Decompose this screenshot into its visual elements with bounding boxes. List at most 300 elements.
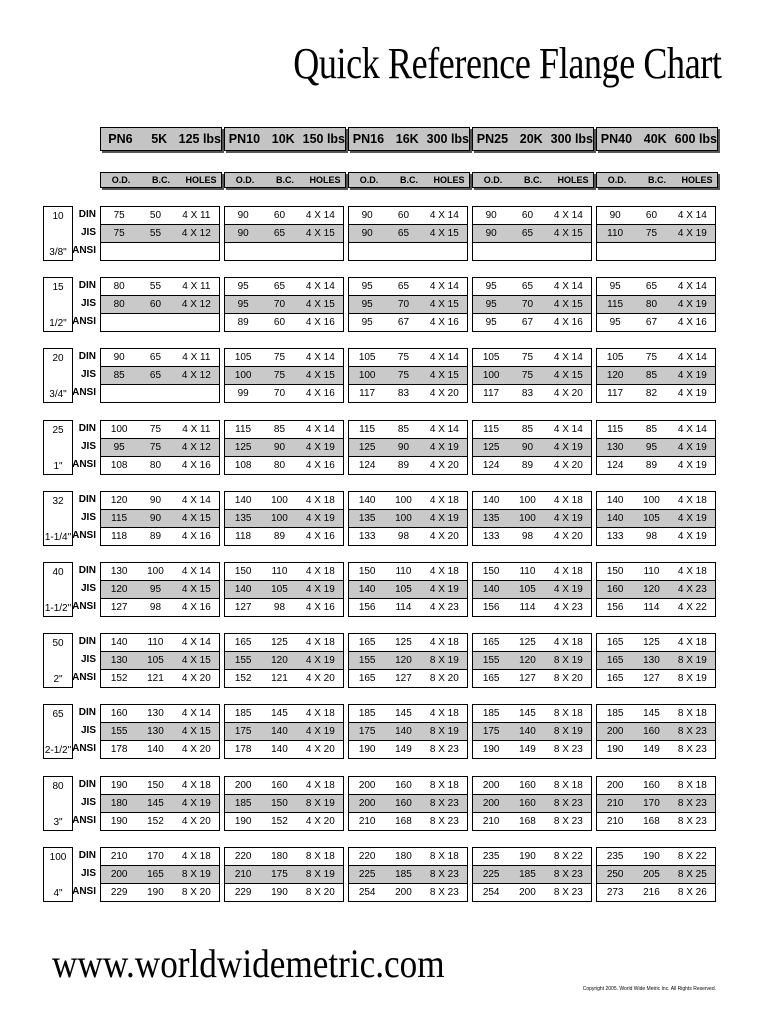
header-label: PN10 — [228, 132, 261, 146]
bc-value: 145 — [271, 708, 288, 720]
holes-value: 8 X 23 — [429, 868, 459, 880]
sub-header-group-3 — [348, 172, 470, 188]
flange-cell — [224, 224, 344, 243]
holes-value: 4 X 18 — [677, 566, 707, 577]
holes-value: 4 X 16 — [429, 317, 459, 329]
od-value: 165 — [606, 673, 624, 685]
od-value: 165 — [358, 673, 376, 685]
flange-cell — [100, 348, 220, 367]
flange-cell — [596, 812, 716, 831]
bc-value: 100 — [519, 494, 536, 506]
holes-value — [174, 314, 219, 331]
bc-value: 125 — [395, 637, 412, 649]
od-value: 125 — [482, 441, 500, 453]
website-url[interactable]: www.worldwidemetric.com — [52, 941, 445, 986]
holes-value: 4 X 11 — [182, 210, 211, 221]
bc-value: 98 — [149, 602, 162, 613]
od-value: 120 — [110, 494, 128, 506]
size-mm: 10 — [52, 211, 64, 222]
bc-value: 89 — [645, 459, 658, 471]
flange-cell — [348, 794, 468, 813]
od-value: 90 — [237, 210, 249, 221]
flange-cell — [224, 812, 344, 831]
standard-label: ANSI — [72, 885, 96, 897]
flange-cell — [596, 651, 716, 670]
od-value: 95 — [485, 299, 497, 311]
od-value: 155 — [358, 655, 376, 667]
flange-cell — [472, 669, 592, 688]
flange-cell — [100, 598, 220, 617]
od-value: 152 — [234, 673, 252, 685]
header-group-2 — [224, 127, 346, 151]
bc-value: 60 — [397, 210, 410, 221]
bc-value: 145 — [643, 708, 660, 720]
flange-cell — [100, 651, 220, 670]
bc-value: 130 — [643, 655, 660, 667]
bc-value: 85 — [273, 423, 286, 435]
flange-cell — [224, 438, 344, 457]
bc-value: 55 — [149, 281, 162, 293]
holes-value: 4 X 22 — [677, 602, 707, 613]
sub-header-label: HOLES — [433, 175, 465, 185]
flange-cell — [100, 313, 220, 332]
od-value: 210 — [358, 815, 376, 827]
od-value: 140 — [234, 584, 252, 595]
holes-value: 4 X 11 — [182, 281, 211, 293]
bc-value: 110 — [147, 637, 164, 649]
holes-value: 8 X 23 — [677, 726, 707, 738]
bc-value: 180 — [395, 850, 412, 862]
od-value: 115 — [235, 423, 252, 435]
bc-value: 75 — [273, 370, 286, 382]
header-group-5 — [596, 127, 718, 151]
flange-cell — [224, 704, 344, 723]
holes-value: 4 X 15 — [429, 370, 459, 382]
standard-label: JIS — [80, 654, 96, 666]
sub-header-label: HOLES — [185, 175, 217, 185]
flange-cell — [596, 224, 716, 243]
flange-cell — [596, 865, 716, 884]
header-label: 300 lbs — [550, 132, 594, 146]
holes-value: 4 X 20 — [429, 459, 459, 471]
flange-cell — [100, 491, 220, 510]
od-value: 115 — [483, 423, 500, 435]
holes-value: 8 X 23 — [429, 815, 459, 827]
flange-cell — [472, 812, 592, 831]
holes-value: 4 X 20 — [553, 459, 583, 471]
bc-value: 75 — [149, 423, 162, 435]
header-label: 20K — [519, 132, 543, 146]
od-value: 140 — [358, 584, 376, 595]
bc-value: 60 — [521, 210, 534, 221]
od-value: 156 — [482, 602, 500, 613]
size-label — [43, 633, 73, 688]
sub-header-group-2 — [224, 172, 346, 188]
flange-cell — [224, 456, 344, 475]
flange-cell — [224, 277, 344, 296]
flange-cell — [472, 420, 592, 439]
holes-value: 4 X 15 — [429, 299, 459, 311]
flange-cell — [348, 865, 468, 884]
bc-value: 110 — [519, 566, 536, 577]
sub-header-label: HOLES — [557, 175, 589, 185]
od-value: 156 — [606, 602, 624, 613]
flange-cell — [596, 883, 716, 902]
holes-value: 4 X 16 — [553, 317, 583, 329]
sub-header-label: B.C. — [152, 175, 170, 185]
standard-label: ANSI — [72, 743, 96, 755]
size-inch: 1" — [53, 460, 63, 472]
holes-value: 8 X 20 — [553, 673, 583, 685]
od-value: 150 — [606, 566, 624, 577]
bc-value: 190 — [519, 850, 536, 862]
holes-value: 8 X 18 — [305, 850, 335, 862]
flange-cell — [596, 794, 716, 813]
flange-cell — [472, 794, 592, 813]
holes-value: 4 X 19 — [305, 655, 335, 667]
od-value: 95 — [113, 441, 125, 453]
holes-value: 4 X 15 — [429, 228, 459, 239]
holes-value — [174, 243, 219, 260]
sub-header-label: O.D. — [359, 175, 379, 185]
size-inch: 3/4" — [49, 389, 67, 401]
flange-cell — [596, 776, 716, 795]
holes-value: 8 X 18 — [429, 850, 459, 862]
bc-value: 190 — [147, 886, 164, 898]
standard-label: JIS — [80, 796, 96, 808]
od-value: 95 — [361, 299, 373, 311]
od-value: 90 — [113, 352, 125, 364]
flange-cell — [224, 598, 344, 617]
holes-value: 4 X 15 — [305, 228, 335, 239]
od-value: 190 — [110, 779, 128, 791]
sub-header-label: HOLES — [681, 175, 713, 185]
od-value: 185 — [234, 708, 252, 720]
sub-header-group-5 — [596, 172, 718, 188]
holes-value: 4 X 14 — [677, 423, 707, 435]
holes-value: 4 X 16 — [305, 388, 335, 400]
flange-cell — [224, 651, 344, 670]
od-value: 133 — [482, 530, 500, 542]
od-value: 124 — [358, 459, 376, 471]
bc-value: 125 — [643, 637, 660, 649]
flange-cell — [100, 794, 220, 813]
holes-value: 4 X 19 — [305, 584, 335, 595]
size-block — [0, 633, 768, 688]
holes-value: 4 X 11 — [182, 352, 211, 364]
flange-cell — [100, 295, 220, 314]
bc-value: 89 — [521, 459, 534, 471]
bc-value: 75 — [521, 370, 534, 382]
od-value: 135 — [234, 512, 252, 524]
size-block — [0, 847, 768, 902]
flange-cell — [472, 491, 592, 510]
bc-value: 160 — [395, 779, 412, 791]
sub-header-label: B.C. — [524, 175, 542, 185]
flange-cell — [472, 740, 592, 759]
flange-cell — [596, 509, 716, 528]
od-value: 85 — [113, 370, 125, 382]
holes-value: 4 X 19 — [181, 797, 211, 809]
flange-cell — [100, 224, 220, 243]
bc-value: 75 — [397, 370, 410, 382]
od-value: 150 — [482, 566, 500, 577]
holes-value: 4 X 19 — [553, 584, 583, 595]
od-value: 250 — [606, 868, 624, 880]
od-value: 90 — [609, 210, 621, 221]
flange-cell — [596, 491, 716, 510]
flange-cell — [348, 224, 468, 243]
bc-value: 75 — [273, 352, 286, 364]
bc-value: 160 — [271, 779, 288, 791]
header-label: 5K — [151, 132, 168, 146]
bc-value: 168 — [395, 815, 412, 827]
bc-value: 50 — [149, 210, 162, 221]
holes-value: 4 X 19 — [677, 299, 707, 311]
standard-label: JIS — [80, 369, 96, 381]
bc-value: 145 — [519, 708, 536, 720]
standard-label: ANSI — [72, 529, 96, 541]
holes-value: 8 X 23 — [553, 744, 583, 756]
bc-value: 90 — [149, 494, 162, 506]
holes-value: 4 X 15 — [305, 370, 335, 382]
od-value: 100 — [358, 370, 376, 382]
flange-cell — [348, 651, 468, 670]
holes-value: 8 X 19 — [305, 868, 335, 880]
bc-value: 114 — [395, 602, 412, 613]
flange-cell — [596, 206, 716, 225]
holes-value: 4 X 18 — [305, 779, 335, 791]
flange-cell — [348, 562, 468, 581]
holes-value — [174, 385, 219, 402]
flange-cell — [348, 776, 468, 795]
holes-value: 4 X 16 — [677, 317, 707, 329]
od-value: 130 — [606, 441, 624, 453]
od-value: 200 — [358, 779, 376, 791]
size-label — [43, 704, 73, 759]
holes-value: 4 X 18 — [553, 637, 583, 649]
flange-cell — [348, 883, 468, 902]
bc-value: 175 — [271, 868, 288, 880]
holes-value: 4 X 15 — [553, 370, 583, 382]
size-label — [43, 206, 73, 261]
flange-cell — [224, 740, 344, 759]
od-value: 105 — [358, 352, 376, 364]
od-value: 185 — [358, 708, 376, 720]
bc-value: 100 — [395, 512, 412, 524]
od-value: 200 — [482, 797, 500, 809]
flange-cell — [472, 224, 592, 243]
holes-value: 4 X 12 — [181, 441, 211, 453]
od-value: 117 — [607, 388, 624, 400]
holes-value: 4 X 14 — [429, 423, 459, 435]
flange-cell — [472, 313, 592, 332]
od-value: 105 — [606, 352, 624, 364]
od-value: 165 — [606, 655, 624, 667]
flange-cell — [596, 580, 716, 599]
standard-label: DIN — [78, 849, 96, 861]
copyright-notice: Copyright 2005. World Wide Metric Inc. All Rights Reserved. — [582, 986, 716, 992]
bc-value: 70 — [397, 299, 410, 311]
od-value: 190 — [606, 744, 624, 756]
bc-value — [633, 243, 669, 260]
bc-value: 160 — [643, 779, 660, 791]
flange-cell — [348, 509, 468, 528]
size-label — [43, 847, 73, 902]
od-value: 200 — [358, 797, 376, 809]
bc-value: 100 — [147, 566, 164, 577]
standard-label: DIN — [78, 351, 96, 363]
holes-value: 8 X 22 — [553, 850, 583, 862]
od-value: 225 — [482, 868, 500, 880]
flange-cell — [472, 438, 592, 457]
od-value: 95 — [485, 317, 497, 329]
od-value: 210 — [606, 815, 624, 827]
bc-value: 168 — [519, 815, 536, 827]
holes-value: 4 X 20 — [181, 744, 211, 756]
bc-value: 90 — [149, 512, 162, 524]
od-value: 95 — [609, 317, 621, 329]
bc-value: 60 — [645, 210, 658, 221]
bc-value: 121 — [147, 673, 164, 685]
holes-value: 4 X 18 — [553, 566, 583, 577]
bc-value: 100 — [271, 494, 288, 506]
flange-cell — [472, 384, 592, 403]
bc-value: 140 — [519, 726, 536, 738]
holes-value: 4 X 14 — [181, 494, 211, 506]
standard-label: DIN — [78, 707, 96, 719]
holes-value: 8 X 23 — [677, 744, 707, 756]
holes-value: 8 X 19 — [429, 655, 459, 667]
bc-value: 105 — [147, 655, 164, 667]
od-value: 108 — [234, 459, 252, 471]
bc-value: 75 — [521, 352, 534, 364]
holes-value: 4 X 15 — [553, 228, 583, 239]
bc-value: 75 — [149, 441, 162, 453]
od-value: 95 — [361, 317, 373, 329]
od-value: 165 — [606, 637, 624, 649]
bc-value: 145 — [395, 708, 412, 720]
holes-value: 4 X 14 — [677, 352, 707, 364]
bc-value: 130 — [147, 708, 164, 720]
od-value: 210 — [482, 815, 500, 827]
bc-value: 110 — [643, 566, 660, 577]
holes-value — [670, 243, 715, 260]
holes-value: 4 X 18 — [305, 637, 335, 649]
flange-cell — [348, 313, 468, 332]
od-value: 200 — [110, 868, 128, 880]
od-value: 130 — [110, 566, 128, 577]
holes-value: 4 X 15 — [181, 655, 211, 667]
bc-value: 160 — [519, 797, 536, 809]
holes-value: 4 X 20 — [181, 815, 211, 827]
bc-value: 80 — [149, 459, 162, 471]
flange-cell — [100, 847, 220, 866]
flange-cell — [348, 669, 468, 688]
bc-value: 70 — [273, 388, 286, 400]
holes-value: 4 X 15 — [181, 584, 211, 595]
bc-value: 152 — [271, 815, 288, 827]
size-label — [43, 420, 73, 475]
od-value — [101, 314, 137, 331]
flange-cell — [348, 277, 468, 296]
size-block — [0, 704, 768, 759]
od-value: 90 — [361, 228, 373, 239]
bc-value: 65 — [149, 352, 162, 364]
flange-cell — [348, 812, 468, 831]
flange-cell — [472, 456, 592, 475]
od-value: 229 — [110, 886, 128, 898]
holes-value: 4 X 18 — [429, 708, 459, 720]
od-value: 156 — [358, 602, 376, 613]
od-value: 150 — [358, 566, 376, 577]
size-mm: 32 — [52, 495, 64, 507]
flange-cell — [224, 633, 344, 652]
bc-value: 190 — [271, 886, 288, 898]
standard-label: DIN — [78, 209, 96, 220]
bc-value: 98 — [645, 530, 658, 542]
flange-cell — [348, 366, 468, 385]
holes-value: 4 X 19 — [305, 441, 335, 453]
bc-value: 75 — [645, 352, 658, 364]
holes-value: 4 X 12 — [181, 370, 211, 382]
od-value: 95 — [361, 281, 373, 293]
header-group-1 — [100, 127, 222, 151]
od-value: 210 — [234, 868, 252, 880]
flange-cell — [348, 704, 468, 723]
od-value: 140 — [110, 637, 128, 649]
bc-value: 168 — [643, 815, 660, 827]
bc-value: 185 — [395, 868, 412, 880]
flange-cell — [348, 206, 468, 225]
bc-value: 127 — [519, 673, 536, 685]
flange-cell — [596, 242, 716, 261]
bc-value: 110 — [395, 566, 412, 577]
flange-cell — [596, 366, 716, 385]
od-value: 135 — [482, 512, 500, 524]
flange-cell — [472, 776, 592, 795]
holes-value: 8 X 23 — [553, 797, 583, 809]
header-label: PN40 — [600, 132, 633, 146]
flange-cell — [596, 456, 716, 475]
bc-value: 89 — [149, 530, 162, 542]
holes-value: 4 X 14 — [429, 352, 459, 364]
flange-cell — [348, 242, 468, 261]
bc-value: 200 — [519, 886, 536, 898]
holes-value: 4 X 18 — [181, 850, 211, 862]
size-block — [0, 491, 768, 546]
holes-value: 8 X 22 — [677, 850, 707, 862]
holes-value: 8 X 20 — [429, 673, 459, 685]
flange-cell — [472, 206, 592, 225]
bc-value: 160 — [643, 726, 660, 738]
bc-value: 85 — [397, 423, 410, 435]
bc-value: 65 — [521, 281, 534, 293]
bc-value: 80 — [273, 459, 286, 471]
flange-cell — [100, 580, 220, 599]
flange-cell — [100, 633, 220, 652]
bc-value: 140 — [395, 726, 412, 738]
header-label: 300 lbs — [426, 132, 470, 146]
header-group-4 — [472, 127, 594, 151]
holes-value — [298, 243, 343, 260]
bc-value: 120 — [643, 584, 660, 595]
holes-value: 4 X 18 — [677, 494, 707, 506]
bc-value: 150 — [271, 797, 288, 809]
holes-value: 4 X 18 — [181, 779, 211, 791]
holes-value: 4 X 20 — [305, 744, 335, 756]
bc-value: 98 — [273, 602, 286, 613]
